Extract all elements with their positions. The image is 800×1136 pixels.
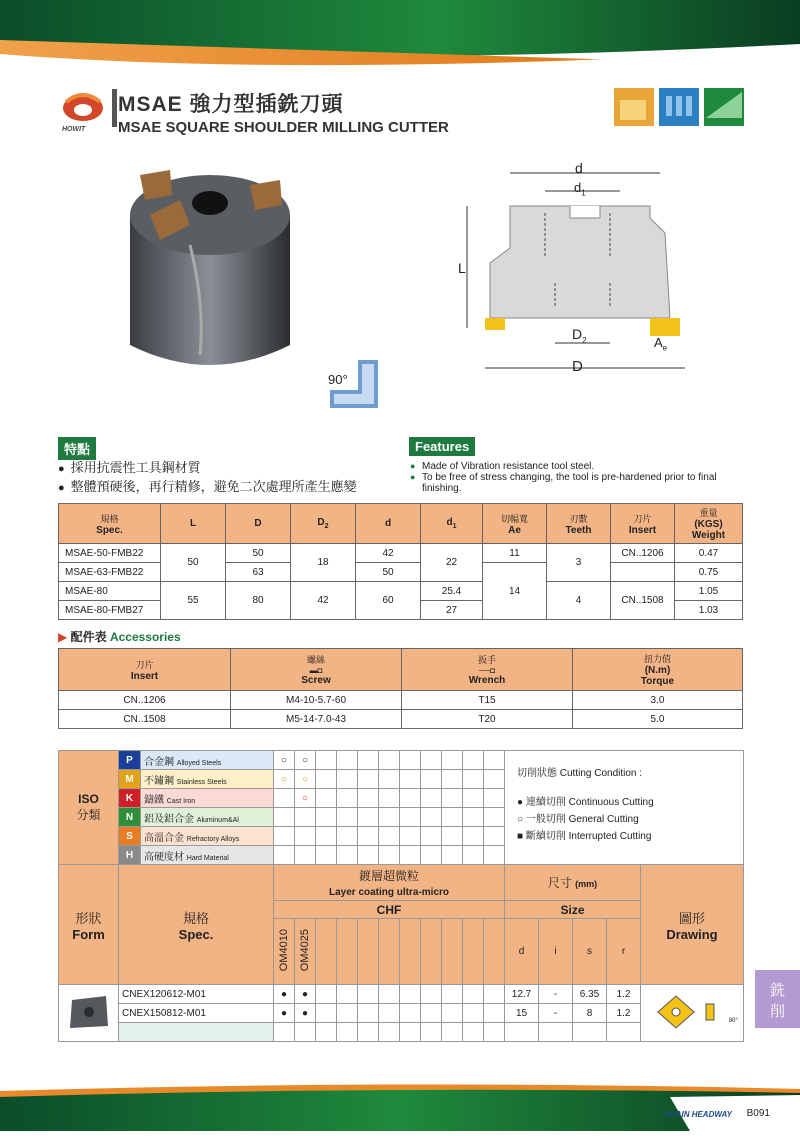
col-form: 形狀 Form [59,865,119,985]
cell-torque: 3.0 [573,691,743,710]
table-row [59,582,743,601]
cell-insert: CN..1206 [611,544,675,563]
cell-ae: 14 [483,563,547,620]
dim-D2: $D_2$ [572,326,587,345]
cell-d: 12.7 [505,985,539,1004]
product-photo [110,155,310,400]
cell-insert: CN..1508 [611,582,675,620]
cutting-condition-legend [505,751,744,865]
material-name: 高溫合金 Refractory Alloys [141,827,274,846]
footer-banner [0,1083,800,1131]
mark-cell: ○ [295,770,316,789]
condition-title: 切削狀態 Cutting Condition : [517,768,643,779]
col-insert: 刀片 Insert [59,649,231,691]
angle-block-icon [330,360,390,425]
col-drawing: 圖形 Drawing [641,865,744,985]
col-spec: 規格 Spec. [59,504,161,544]
col-insert: 刀片 Insert [611,504,675,544]
spec-table [58,503,743,620]
page-number: B091 [746,1108,770,1119]
mark-cell [274,808,295,827]
side-tab-char: 削 [769,1003,785,1020]
iso-letter: P [119,751,141,770]
dim-D: D [572,358,583,375]
dim-d1: $d_1$ [574,180,586,198]
mark-cell [274,846,295,865]
mark-cell [295,827,316,846]
cell-grade-mark: ● [295,1004,316,1023]
features-tag-en: Features [409,437,475,456]
features-list-cn [58,459,357,497]
iso-letter: K [119,789,141,808]
insert-form-image [59,985,119,1042]
cell-d: 50 [356,563,421,582]
cell-r: 1.2 [607,985,641,1004]
table-row [59,544,743,563]
cell-weight: 0.75 [675,563,743,582]
title-accent-bar [112,89,117,127]
col-d1: $d_1$ [421,504,483,544]
iso-letter: S [119,827,141,846]
col-coating: 鍍層超微粒 Layer coating ultra-micro [274,865,505,901]
col-size-d: d [505,919,539,985]
col-L: L [161,504,226,544]
title-en: MSAE SQUARE SHOULDER MILLING CUTTER [118,119,449,136]
condition-item: ■ 斷續切削 Interrupted Cutting [517,831,652,842]
col-weight: 重量 (KGS) Weight [675,504,743,544]
col-size: Size [505,901,641,919]
cell-wrench: T15 [402,691,573,710]
feature-item: ● 整體預硬後，再行精修，避免二次處理所產生應變 [58,478,357,497]
mark-cell: ○ [274,770,295,789]
condition-item: ○ 一般切削 General Cutting [517,814,639,825]
cell-spec: MSAE-80 [59,582,161,601]
col-D: D [226,504,291,544]
cell-D2: 42 [291,582,356,620]
feature-item: ● Made of Vibration resistance tool steel. [410,461,740,472]
table-row [59,985,744,1004]
cell-D2: 18 [291,544,356,582]
section-side-tab[interactable] [755,970,800,1028]
col-size-i: i [539,919,573,985]
cell-grade-mark: ● [274,1004,295,1023]
cell-ae: 11 [483,544,547,563]
condition-item: ● 連續切削 Continuous Cutting [517,797,654,808]
col-teeth: 刃數 Teeth [547,504,611,544]
col-chf: CHF [274,901,505,919]
cell-spec: CNEX150812-M01 [119,1004,274,1023]
insert-photo-icon [66,992,112,1032]
mark-cell: ○ [274,751,295,770]
table-row [59,691,743,710]
mark-cell [295,846,316,865]
table-row [59,710,743,729]
cell-weight: 0.47 [675,544,743,563]
iso-label: ISO 分類 [59,751,119,865]
cell-weight: 1.05 [675,582,743,601]
cell-grade-mark: ● [274,985,295,1004]
cell-grade-mark: ● [295,985,316,1004]
cell-spec: MSAE-63-FMB22 [59,563,161,582]
title-cn: MSAE 強力型插銑刀頭 [118,93,344,116]
material-name: 鑄鐵 Cast Iron [141,789,274,808]
angle-label: 90° [328,372,348,387]
iso-letter: H [119,846,141,865]
wrench-icon: ──◘ [478,666,496,675]
mark-cell [295,808,316,827]
cell-insert: CN..1508 [59,710,231,729]
dim-d: d [575,160,583,176]
insert-drawing [641,985,744,1042]
cell-r: 1.2 [607,1004,641,1023]
cell-insert: CN..1206 [59,691,231,710]
cell-s: 8 [573,1004,607,1023]
cell-teeth: 3 [547,544,611,582]
cell-i: - [539,1004,573,1023]
features-list-en [410,461,740,494]
cell-D: 50 [226,544,291,563]
features-tag-cn: 特點 [58,437,96,460]
accessories-title: ▶ 配件表 Accessories [58,630,181,644]
cell-d1: 25.4 [421,582,483,601]
mark-cell [274,789,295,808]
col-grade-2: OM4025 [295,919,316,985]
material-name: 不鏽鋼 Stainless Steels [141,770,274,789]
cell-D: 63 [226,563,291,582]
cell-torque: 5.0 [573,710,743,729]
screw-icon: ▬◘ [309,666,323,675]
cell-wrench: T20 [402,710,573,729]
technical-drawing [460,158,720,383]
cell-d: 42 [356,544,421,563]
cell-screw: M4-10-5.7-60 [231,691,402,710]
col-torque: 扭力值 (N.m) Torque [573,649,743,691]
cell-d: 15 [505,1004,539,1023]
cell-L: 50 [161,544,226,582]
mark-cell: ○ [295,789,316,808]
category-icons [614,88,744,133]
feature-item: ● 採用抗震性工具鋼材質 [58,459,357,478]
dim-L: L [458,260,466,276]
col-D2: $D_2$ [291,504,356,544]
side-tab-char: 銑 [769,982,785,999]
cell-i: - [539,985,573,1004]
col-wrench: 扳手 ──◘ Wrench [402,649,573,691]
cell-D: 80 [226,582,291,620]
page-title [118,88,449,136]
iso-row-P [59,751,744,770]
cell-s: 6.35 [573,985,607,1004]
cell-teeth: 4 [547,582,611,620]
cell-weight: 1.03 [675,601,743,620]
cell-d1: 22 [421,544,483,582]
accessories-table [58,648,743,729]
brand-name: HOWIT [62,126,86,133]
footer-brand: CHAIN HEADWAY [664,1110,732,1119]
mark-cell [274,827,295,846]
cell-L: 55 [161,582,226,620]
top-banner [0,0,800,78]
cell-spec: CNEX120612-M01 [119,985,274,1004]
cell-spec: MSAE-50-FMB22 [59,544,161,563]
drawing-angle: 80° [728,1017,738,1024]
mark-cell: ○ [295,751,316,770]
insert-drawing-icon [646,992,726,1032]
col-grade-1: OM4010 [274,919,295,985]
col-size-r: r [607,919,641,985]
col-screw: 螺絲 ▬◘ Screw [231,649,402,691]
iso-letter: N [119,808,141,827]
cell-insert [611,563,675,582]
col-ae: 切幅寬 Ae [483,504,547,544]
dim-Ae: $A_e$ [654,335,668,353]
material-name: 鋁及鋁合金 Aluminum&Al [141,808,274,827]
iso-letter: M [119,770,141,789]
cell-d1: 27 [421,601,483,620]
material-name: 高硬度材 Hard Material [141,846,274,865]
feature-item: ● To be free of stress changing, the tool is pre-hardened prior to final finishing. [410,472,740,494]
col-size-s: s [573,919,607,985]
col-size-title: 尺寸 (mm) [505,865,641,901]
cell-spec: MSAE-80-FMB27 [59,601,161,620]
cell-d: 60 [356,582,421,620]
material-name: 合金鋼 Alloyed Steels [141,751,274,770]
cell-screw: M5-14-7.0-43 [231,710,402,729]
grade-table [58,750,744,1042]
col-spec: 規格 Spec. [119,865,274,985]
col-d: d [356,504,421,544]
